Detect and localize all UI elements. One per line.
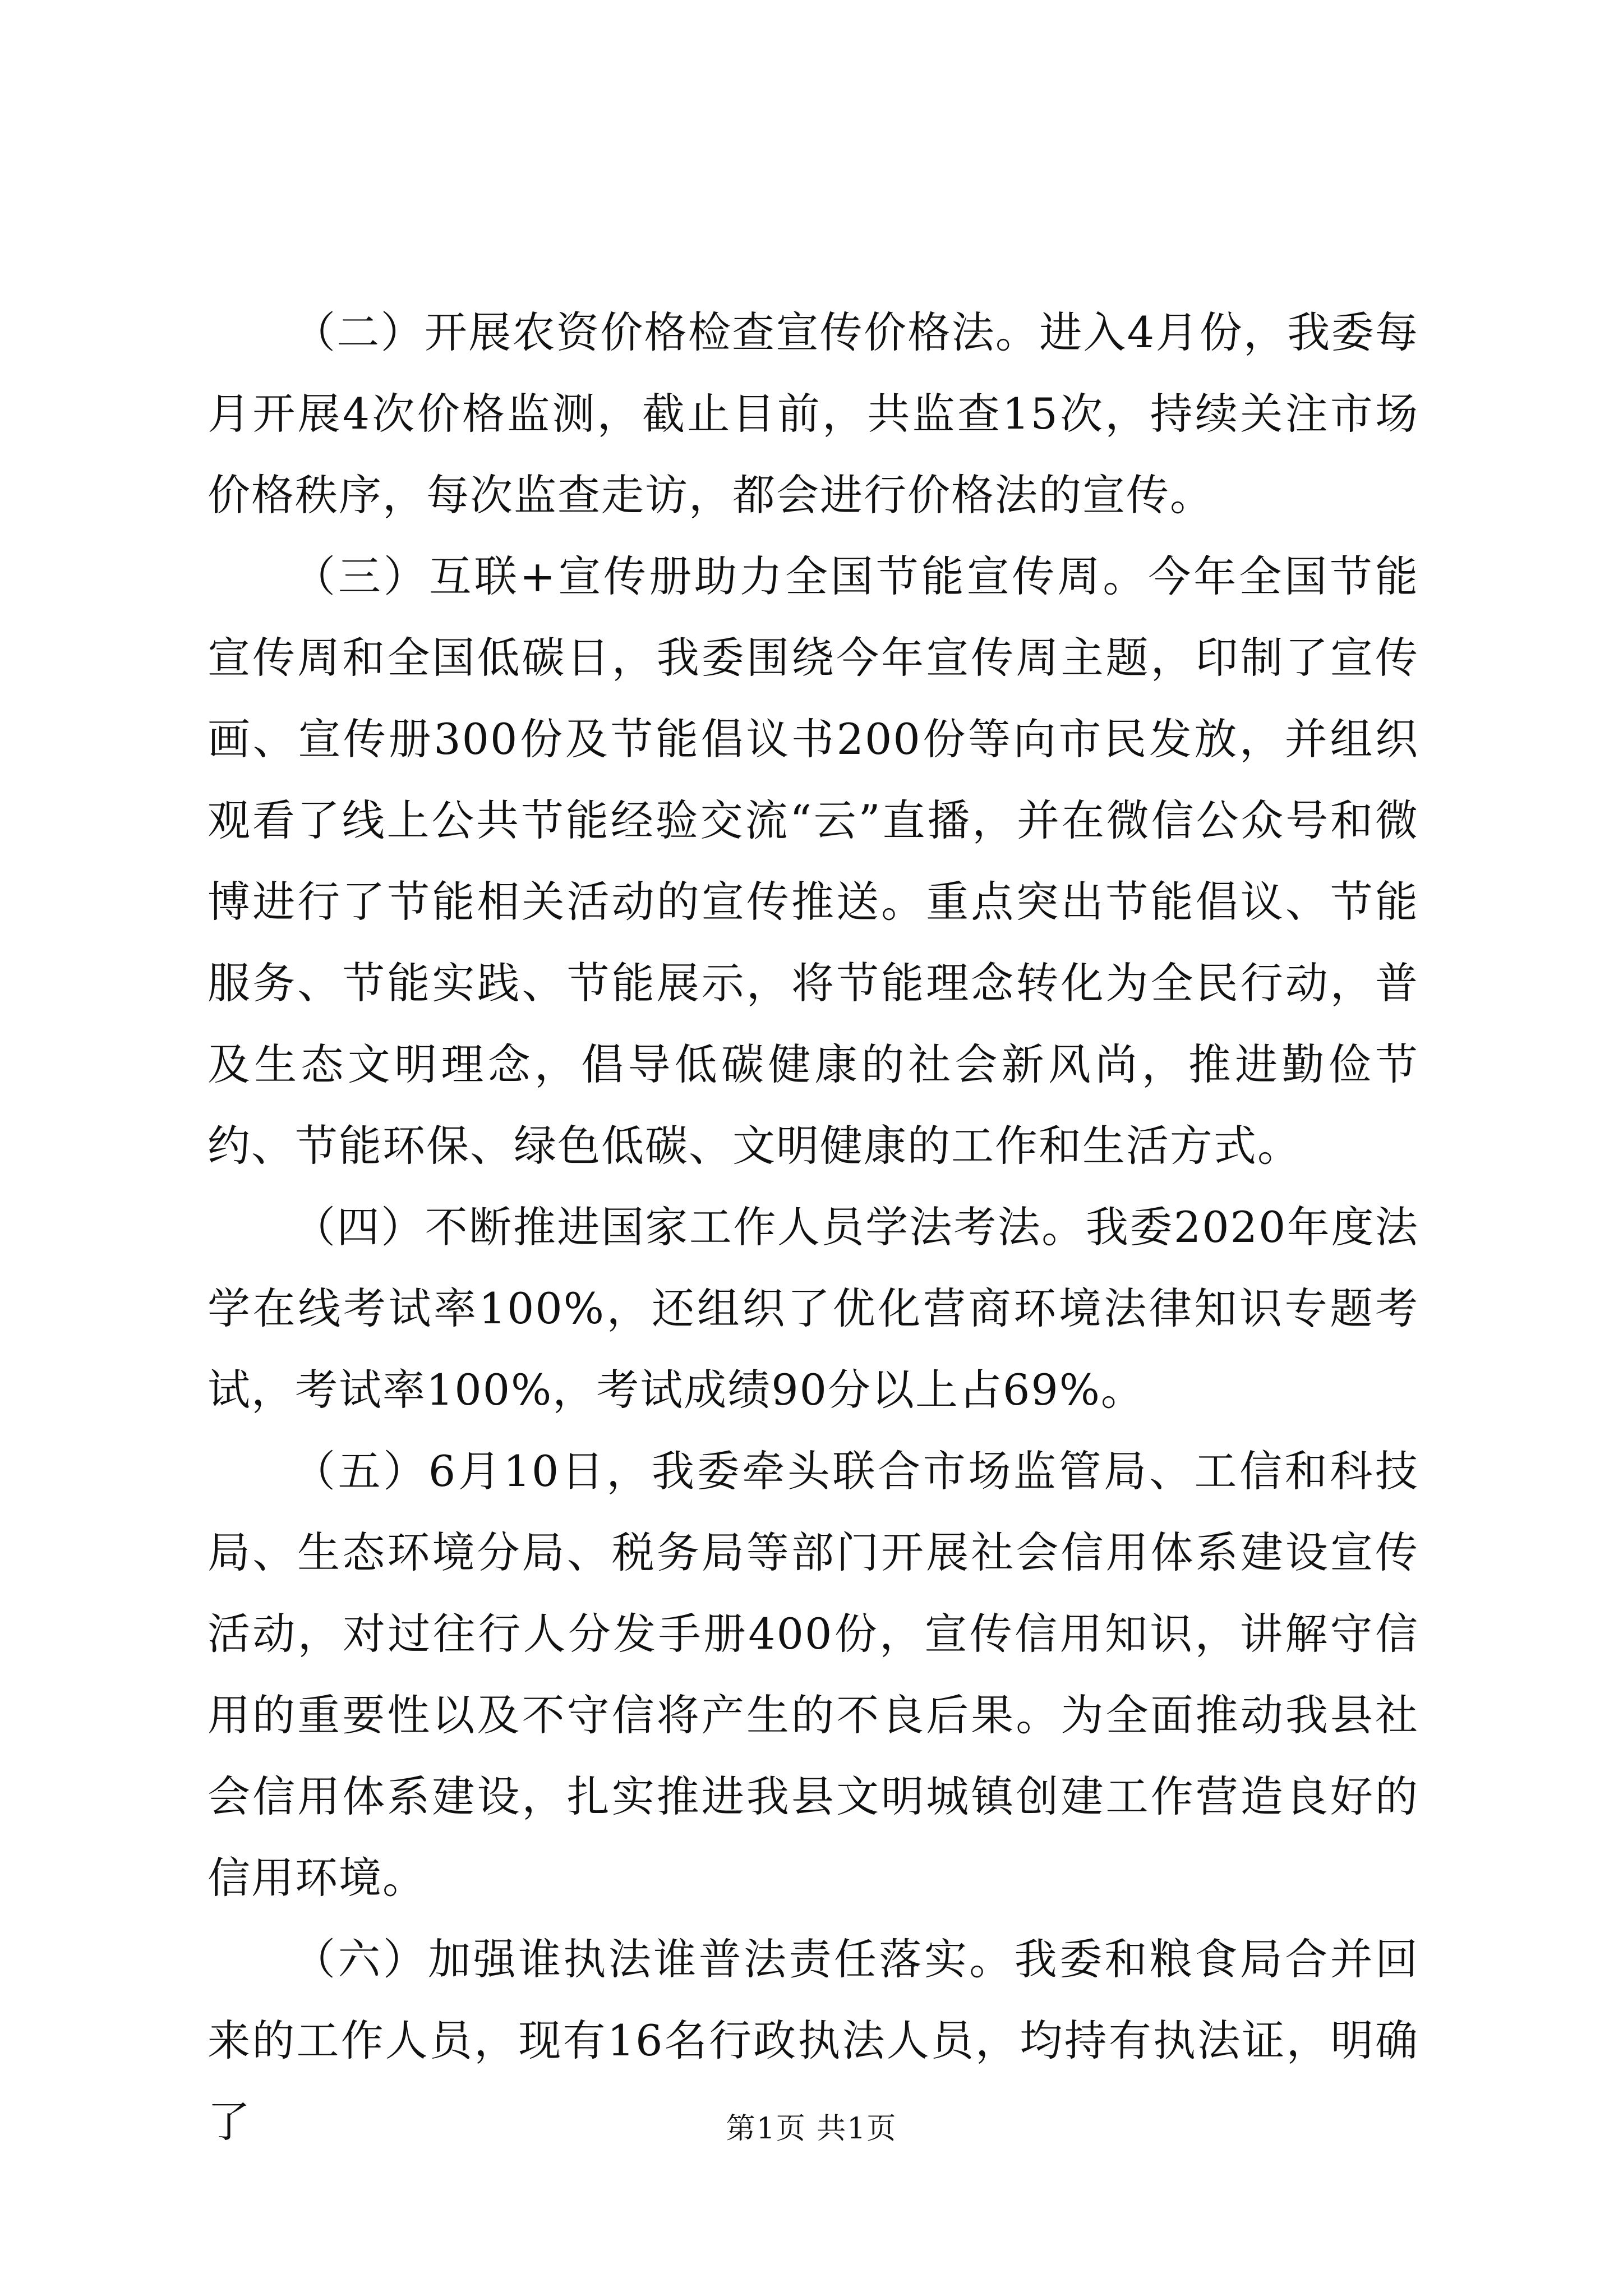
paragraph-law-enforcement: （六）加强谁执法谁普法责任落实。我委和粮食局合并回来的工作人员，现有16名行政执法人员，均持有执法证，明确了	[208, 1934, 1419, 2147]
page-footer: 第1页 共1页	[726, 2112, 897, 2146]
paragraph-law-exam: （四）不断推进国家工作人员学法考法。我委2020年度法学在线考试率100%，还组织了优化营商环境法律知识专题考试，考试率100%，考试成绩90分以上占69%。	[208, 1202, 1419, 1415]
paragraph-price-inspection: （二）开展农资价格检查宣传价格法。进入4月份，我委每月开展4次价格监测，截止目前，共监查15次，持续关注市场价格秩序，每次监查走访，都会进行价格法的宣传。	[208, 307, 1419, 520]
document-body	[208, 292, 1419, 2162]
paragraph-credit-system: （五）6月10日，我委牵头联合市场监管局、工信和科技局、生态环境分局、税务局等部门开展社会信用体系建设宣传活动，对过往行人分发手册400份，宣传信用知识，讲解守信用的重要性以及不守信将产生的不良后果。为全面推动我县社会信用体系建设，扎实推进我县文明城镇创建工作营造良好的信用环境。	[208, 1446, 1419, 1903]
paragraph-energy-saving-week: （三）互联+宣传册助力全国节能宣传周。今年全国节能宣传周和全国低碳日，我委围绕今年宣传周主题，印制了宣传画、宣传册300份及节能倡议书200份等向市民发放，并组织观看了线上公共节能经验交流“云”直播，并在微信公众号和微博进行了节能相关活动的宣传推送。重点突出节能倡议、节能服务、节能实践、节能展示，将节能理念转化为全民行动，普及生态文明理念，倡导低碳健康的社会新风尚，推进勤俭节约、节能环保、绿色低碳、文明健康的工作和生活方式。	[208, 551, 1419, 1171]
